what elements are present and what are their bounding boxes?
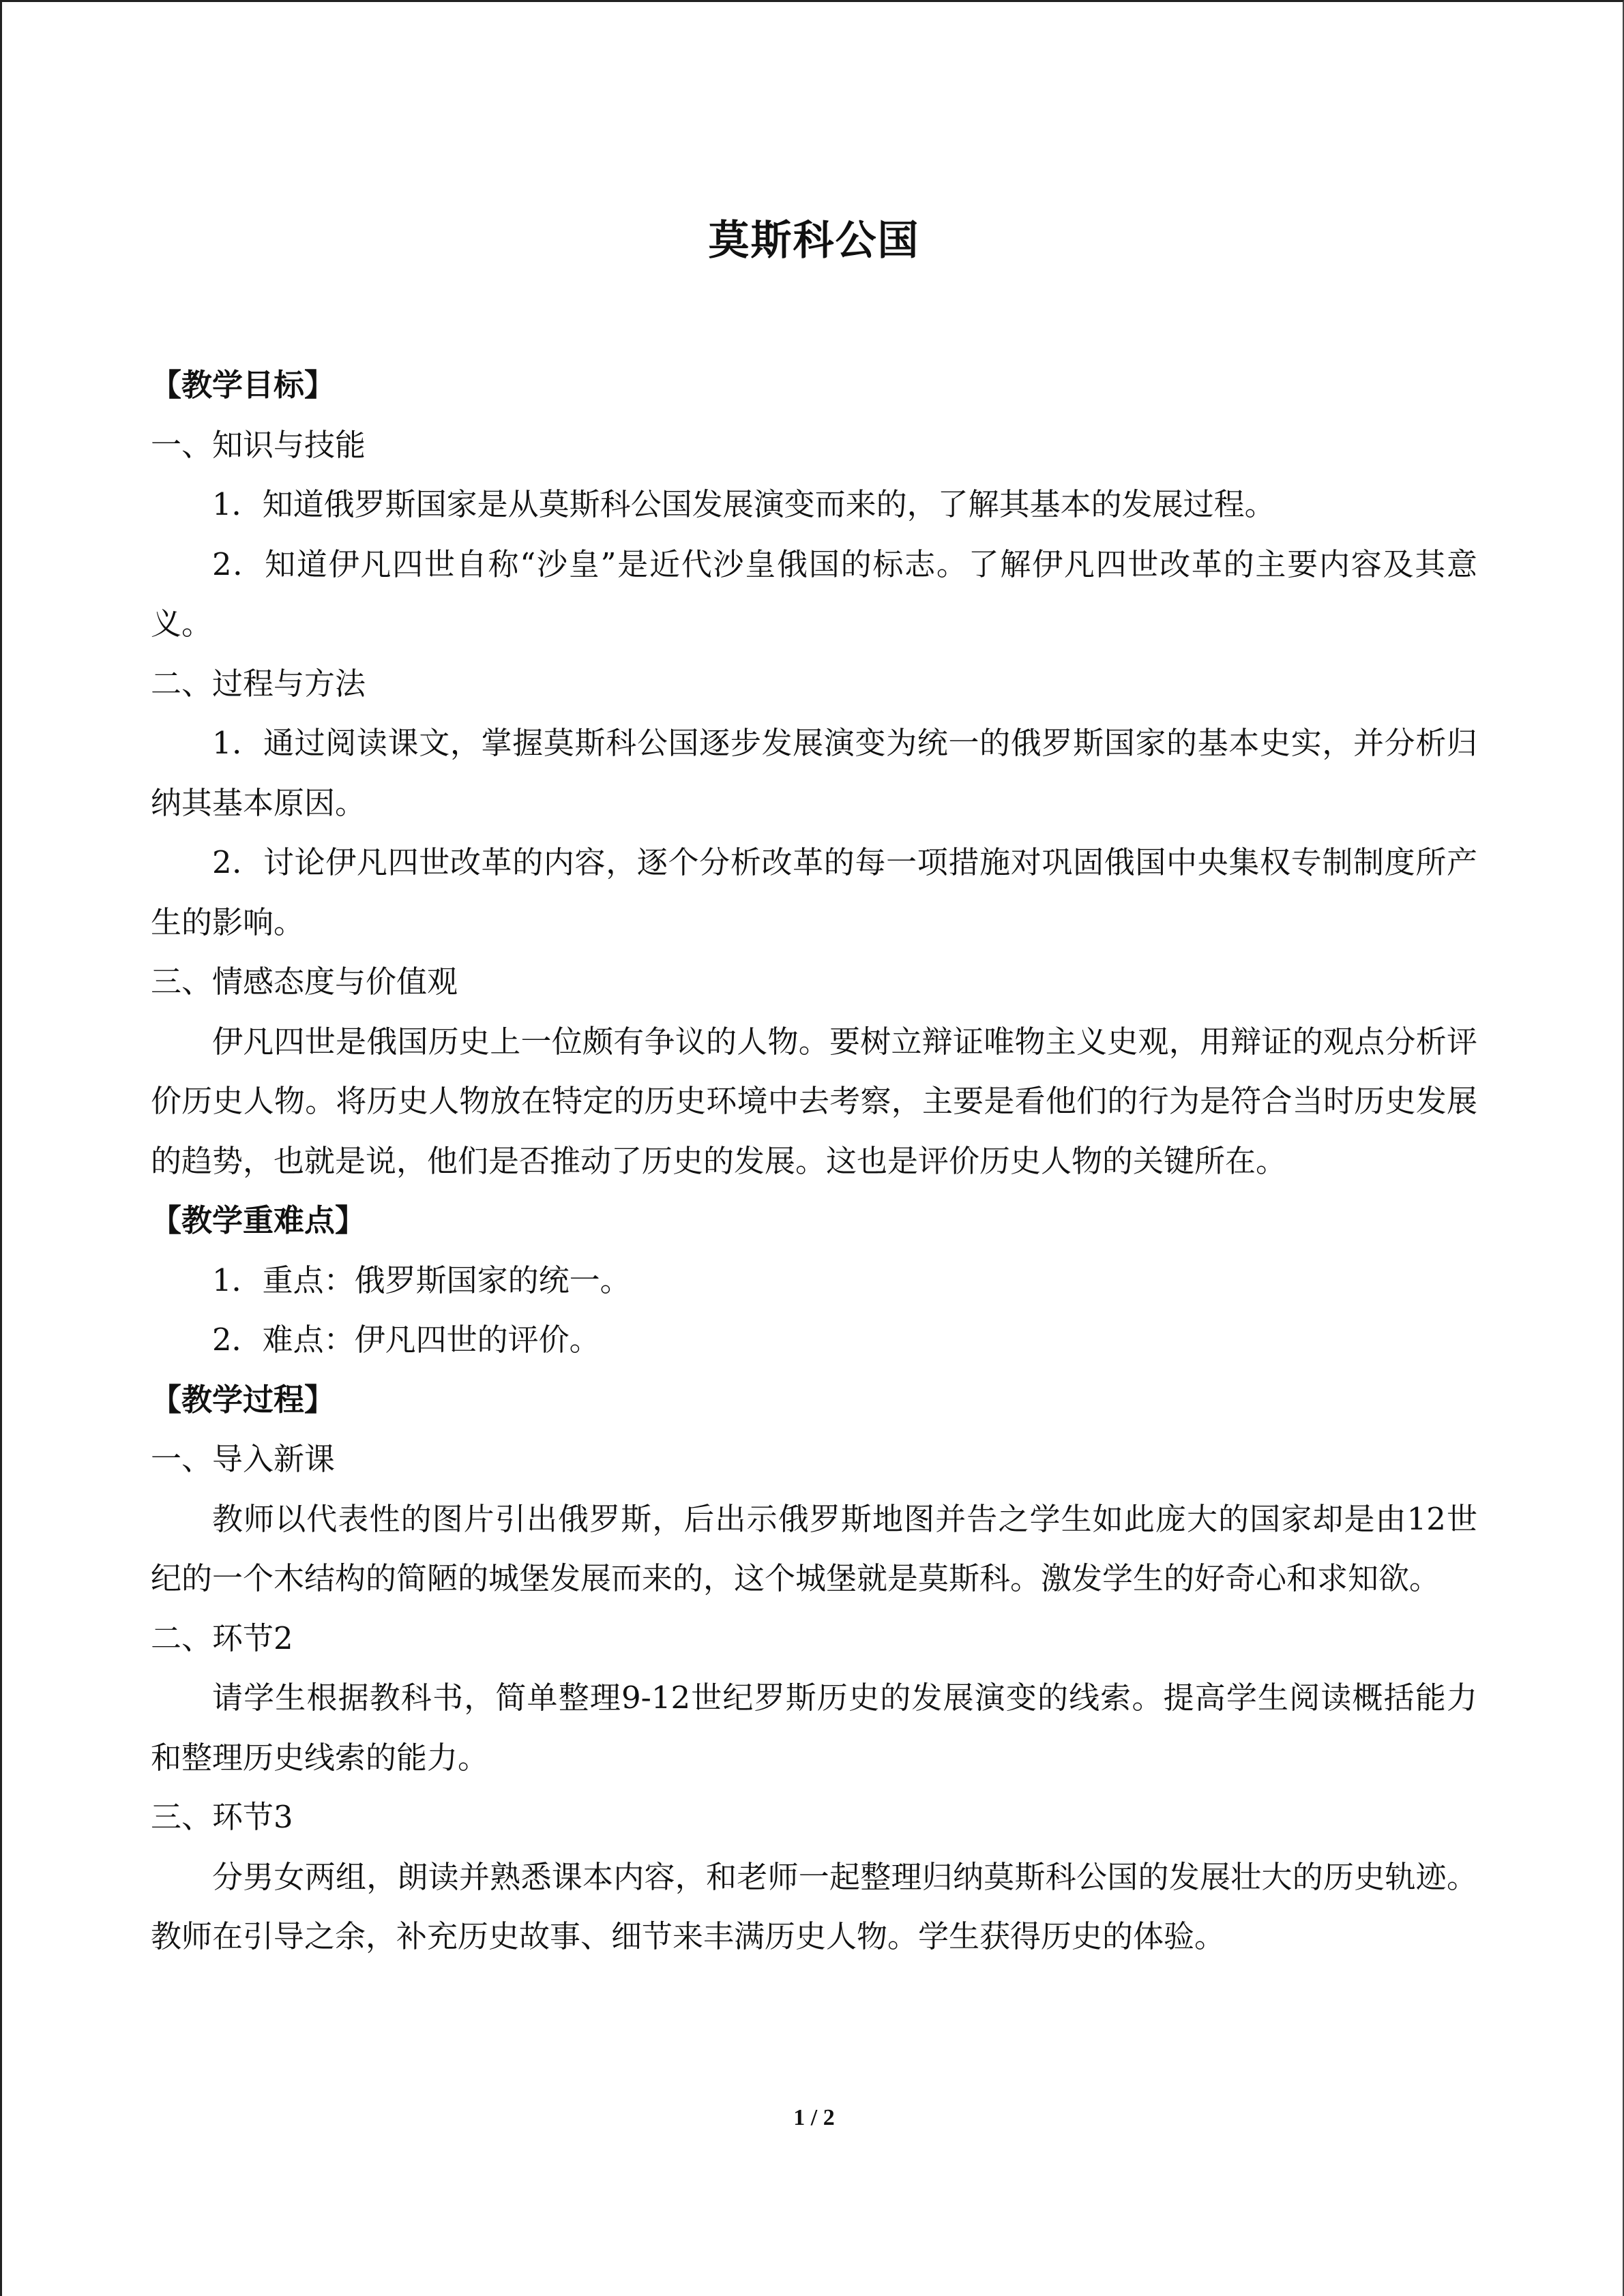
key-point-item-1: 1．重点：俄罗斯国家的统一。 [212,1262,631,1298]
procedure-step-3-label: 三、环节3 [151,1799,293,1835]
process-item-1: 1．通过阅读课文，掌握莫斯科公国逐步发展演变为统一的俄罗斯国家的基本史实，并分析归纳其基本原因。 [151,725,1477,821]
subsection-attitude-label: 三、情感态度与价值观 [151,964,458,1000]
subsection-knowledge-label: 一、知识与技能 [151,426,366,463]
attitude-paragraph: 伊凡四世是俄国历史上一位颇有争议的人物。要树立辩证唯物主义史观，用辩证的观点分析评价历史人物。将历史人物放在特定的历史环境中去考察，主要是看他们的行为是符合当时历史发展的趋势，也就是说，他们是否推动了历史的发展。这也是评价历史人物的关键所在。 [151,1023,1477,1179]
document-body [151,200,1477,1967]
knowledge-item-2: 2．知道伊凡四世自称“沙皇”是近代沙皇俄国的标志。了解伊凡四世改革的主要内容及其意义。 [151,546,1477,642]
section-heading-goals: 【教学目标】 [151,367,336,403]
procedure-step-3-text: 分男女两组，朗读并熟悉课本内容，和老师一起整理归纳莫斯科公国的发展壮大的历史轨迹。教师在引导之余，补充历史故事、细节来丰满历史人物。学生获得历史的体验。 [151,1858,1477,1954]
key-point-item-2: 2．难点：伊凡四世的评价。 [212,1322,600,1358]
procedure-step-1-label: 一、导入新课 [151,1441,336,1477]
procedure-step-1-text: 教师以代表性的图片引出俄罗斯，后出示俄罗斯地图并告之学生如此庞大的国家却是由12世纪的一个木结构的简陋的城堡发展而来的，这个城堡就是莫斯科。激发学生的好奇心和求知欲。 [151,1500,1477,1596]
procedure-step-2-text: 请学生根据教科书，简单整理9-12世纪罗斯历史的发展演变的线索。提高学生阅读概括能力和整理历史线索的能力。 [151,1680,1477,1776]
knowledge-item-1: 1．知道俄罗斯国家是从莫斯科公国发展演变而来的，了解其基本的发展过程。 [212,486,1275,522]
page-title: 莫斯科公国 [708,217,920,265]
process-item-2: 2．讨论伊凡四世改革的内容，逐个分析改革的每一项措施对巩固俄国中央集权专制制度所产生的影响。 [151,844,1477,940]
page-number: 1 / 2 [793,2105,835,2130]
section-heading-key-points: 【教学重难点】 [151,1202,366,1238]
procedure-step-2-label: 二、环节2 [151,1620,293,1656]
subsection-process-label: 二、过程与方法 [151,665,366,702]
section-heading-procedure: 【教学过程】 [151,1381,336,1418]
